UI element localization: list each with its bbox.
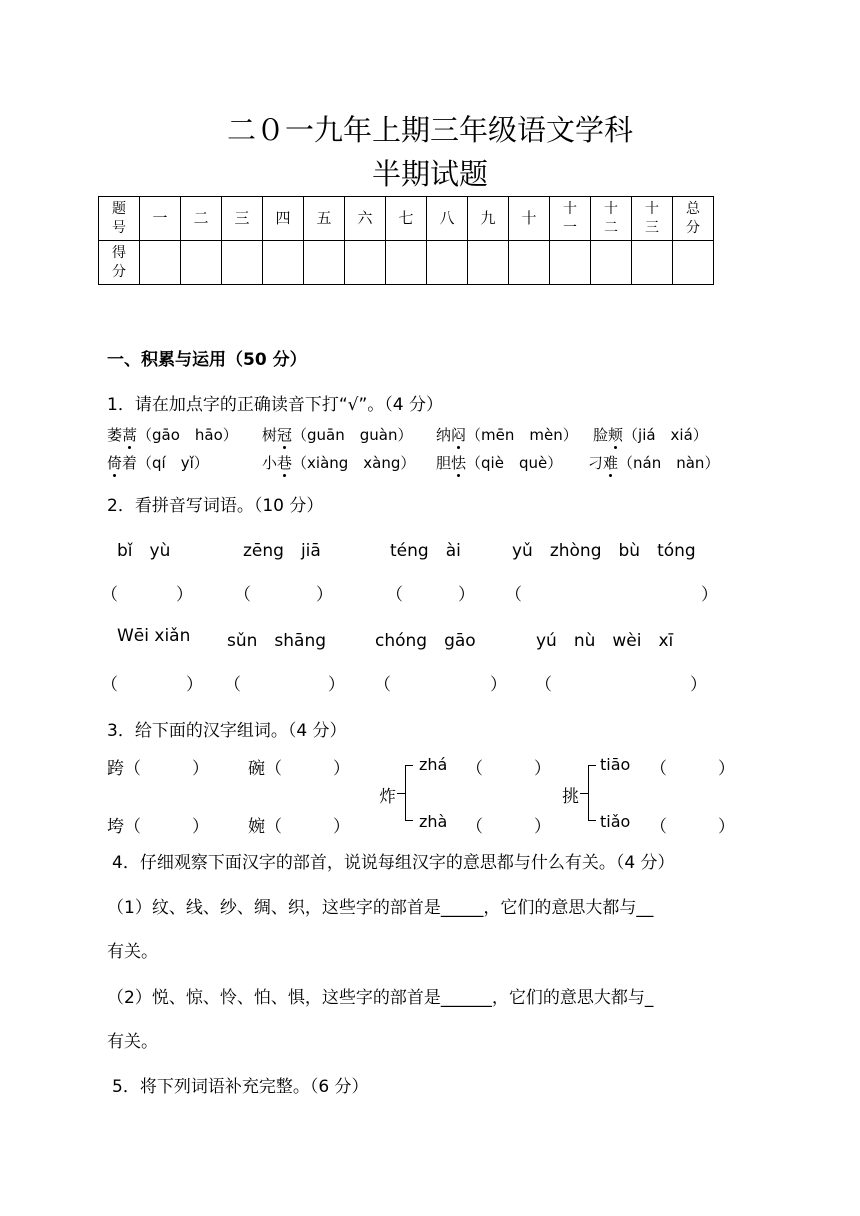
answer-bracket-open: （ — [374, 675, 391, 695]
q1-item — [107, 452, 209, 473]
answer-bracket-open: （ — [224, 675, 241, 695]
q3-item — [248, 754, 350, 779]
q1-word: 刁难 — [588, 454, 619, 472]
pinyin: yǔ zhòng bù tóng — [512, 541, 696, 561]
q1-options: （jiá xiá） — [623, 426, 708, 444]
header-cell: 六 — [345, 197, 386, 241]
q1-item — [593, 424, 708, 445]
q3-blank: （ ） — [265, 759, 350, 779]
q4-prompt: 4．仔细观察下面汉字的部首，说说每组汉字的意思都与什么有关。（4 分） — [112, 853, 675, 873]
bracket-icon — [588, 765, 596, 821]
q5-prompt: 5．将下列词语补充完整。（6 分） — [112, 1077, 369, 1097]
score-cell[interactable] — [140, 241, 181, 285]
pinyin: téng ài — [390, 541, 461, 561]
q1-word: 胆怯 — [436, 454, 467, 472]
q3-blank: （ ） — [466, 759, 551, 779]
header-cell: 九 — [468, 197, 509, 241]
score-cell[interactable] — [345, 241, 386, 285]
q3-blank: （ ） — [466, 817, 551, 837]
answer-bracket-open: （ — [101, 585, 118, 605]
q1-word: 小巷 — [262, 454, 293, 472]
q1-options: （qiè què） — [466, 454, 563, 472]
pinyin: chóng gāo — [375, 631, 476, 651]
answer-bracket-open: （ — [505, 585, 522, 605]
exam-subtitle: 半期试题 — [371, 157, 488, 191]
score-cell[interactable] — [509, 241, 550, 285]
q1-options: （gāo hāo） — [137, 426, 238, 444]
answer-bracket-close: ） — [316, 585, 333, 605]
score-cell[interactable] — [591, 241, 632, 285]
score-table-header-row — [99, 197, 714, 241]
pinyin: zēng jiā — [243, 541, 321, 561]
q3-item — [107, 754, 209, 779]
q3-prompt: 3．给下面的汉字组词。（4 分） — [107, 721, 347, 741]
q1-word: 萎蒿 — [107, 426, 138, 444]
pinyin: bǐ yù — [117, 541, 171, 561]
q4-item1-end: 有关。 — [107, 942, 158, 962]
poly-reading: tiǎo — [600, 812, 631, 831]
header-cell: 十 三 — [632, 197, 673, 241]
answer-bracket-close: ） — [186, 675, 203, 695]
header-cell: 十 一 — [550, 197, 591, 241]
q1-options: （mēn mèn） — [466, 426, 578, 444]
section-heading: 一、积累与运用（50 分） — [107, 350, 307, 370]
q3-blank: （ ） — [124, 759, 209, 779]
score-table-score-row — [99, 241, 714, 285]
q1-item — [588, 452, 719, 473]
q3-item — [107, 812, 209, 837]
header-cell: 五 — [304, 197, 345, 241]
q1-item — [262, 452, 415, 473]
q3-blank: （ ） — [124, 817, 209, 837]
q1-item — [436, 452, 562, 473]
bracket-icon — [405, 765, 413, 821]
pinyin: sǔn shāng — [227, 631, 327, 651]
score-label-cell: 得 分 — [99, 241, 140, 285]
score-cell[interactable] — [222, 241, 263, 285]
answer-bracket-open: （ — [535, 675, 552, 695]
poly-reading: zhà — [419, 812, 448, 831]
answer-bracket-open: （ — [234, 585, 251, 605]
q3-blank: （ ） — [650, 759, 735, 779]
answer-bracket-close: ） — [458, 585, 475, 605]
score-cell[interactable] — [181, 241, 222, 285]
q1-item — [436, 424, 578, 445]
score-cell[interactable] — [632, 241, 673, 285]
poly-char: 炸 — [379, 787, 396, 807]
header-cell: 七 — [386, 197, 427, 241]
poly-char: 挑 — [562, 787, 579, 807]
q1-prompt: 1．请在加点字的正确读音下打“√”。（4 分） — [107, 395, 443, 415]
pinyin: yú nù wèi xī — [536, 631, 674, 651]
q1-item — [262, 424, 413, 445]
poly-reading: zhá — [419, 755, 448, 774]
q4-item2-end: 有关。 — [107, 1032, 158, 1052]
score-cell[interactable] — [673, 241, 714, 285]
pinyin: Wēi xiǎn — [117, 626, 191, 646]
score-cell[interactable] — [304, 241, 345, 285]
q1-word: 脸颊 — [593, 426, 624, 444]
exam-title: 二０一九年上期三年级语文学科 — [226, 113, 633, 147]
score-cell[interactable] — [386, 241, 427, 285]
answer-bracket-close: ） — [328, 675, 345, 695]
header-cell: 三 — [222, 197, 263, 241]
q3-char: 跨 — [107, 759, 124, 779]
header-cell: 十 — [509, 197, 550, 241]
header-cell: 十 二 — [591, 197, 632, 241]
answer-bracket-close: ） — [490, 675, 507, 695]
header-label-cell: 题 号 — [99, 197, 140, 241]
score-cell[interactable] — [468, 241, 509, 285]
q1-options: （guān guàn） — [292, 426, 413, 444]
q3-blank: （ ） — [650, 817, 735, 837]
q1-options: （qí yǐ） — [137, 454, 209, 472]
answer-bracket-close: ） — [690, 675, 707, 695]
q2-prompt: 2．看拼音写词语。（10 分） — [107, 496, 324, 516]
q1-word: 树冠 — [262, 426, 293, 444]
q3-char: 垮 — [107, 817, 124, 837]
q3-char: 碗 — [248, 759, 265, 779]
answer-bracket-open: （ — [386, 585, 403, 605]
score-cell[interactable] — [550, 241, 591, 285]
header-cell: 四 — [263, 197, 304, 241]
q4-item2: （2）悦、惊、怜、怕、惧，这些字的部首是______，它们的意思大都与_ — [107, 988, 654, 1008]
header-cell: 总 分 — [673, 197, 714, 241]
score-cell[interactable] — [263, 241, 304, 285]
poly-reading: tiāo — [600, 755, 631, 774]
score-cell[interactable] — [427, 241, 468, 285]
q4-item1: （1）纹、线、纱、绸、织，这些字的部首是_____，它们的意思大都与__ — [107, 898, 654, 918]
answer-bracket-close: ） — [701, 585, 718, 605]
score-table — [98, 196, 714, 285]
q1-options: （nán nàn） — [618, 454, 720, 472]
q1-word: 纳闷 — [436, 426, 467, 444]
q1-options: （xiàng xàng） — [292, 454, 416, 472]
answer-bracket-close: ） — [176, 585, 193, 605]
header-cell: 二 — [181, 197, 222, 241]
header-cell: 一 — [140, 197, 181, 241]
q3-blank: （ ） — [265, 817, 350, 837]
q3-item — [248, 812, 350, 837]
q1-word: 倚着 — [107, 454, 138, 472]
q3-char: 婉 — [248, 817, 265, 837]
q1-item — [107, 424, 238, 445]
answer-bracket-open: （ — [101, 675, 118, 695]
header-cell: 八 — [427, 197, 468, 241]
